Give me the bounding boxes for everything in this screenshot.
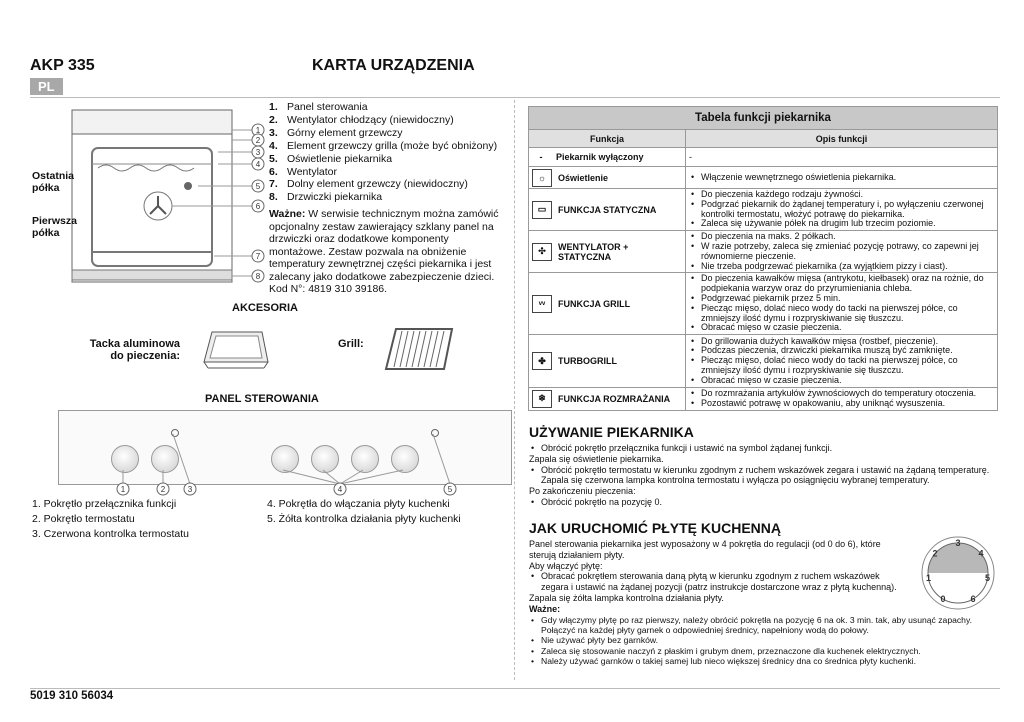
oven-part-number: 7. <box>269 178 278 191</box>
column-divider <box>514 100 515 680</box>
function-description-cell <box>686 273 998 335</box>
using-oven-line: • Obrócić pokrętło na pozycję 0. <box>529 497 999 508</box>
callout-3: 3 <box>187 485 193 494</box>
control-panel-list-left <box>32 497 189 542</box>
baking-tray-image <box>200 328 270 372</box>
function-name: TURBOGRILL <box>558 356 617 367</box>
function-description: • Do grillowania dużych kawałków mięsa (rostbef, pieczenie). <box>689 337 994 347</box>
note-text: W serwisie technicznym można zamówić opcjonalny zestaw zawierający szklany panel na drzwiczki oraz dodatkowe komponenty montażowe. Zestaw pozwala na obniżenie temperatury zewnętrznej części piekarnika i jest zalecany jako dodatkowe zabezpieczenie dzieci. Kod N°: 4819 310 39186. <box>269 208 499 295</box>
function-name: FUNKCJA GRILL <box>558 298 631 309</box>
language-badge: PL <box>30 78 63 95</box>
function-description: • Włączenie wewnętrznego oświetlenia piekarnika. <box>689 173 994 183</box>
function-description: • Podgrzewać piekarnik przez 5 min. <box>689 294 994 304</box>
oven-part-label: Dolny element grzewczy (niewidoczny) <box>287 178 468 191</box>
hob-light-note: Zapala się żółta lampka kontrolna działania płyty. <box>529 592 724 603</box>
using-oven-line: • Obrócić pokrętło przełącznika funkcji i ustawić na symbol żądanej funkcji. <box>529 443 999 454</box>
function-description: • Piecząc mięso, dolać nieco wody do tacki na pierwszej półce, co zmniejszy ilość dymu i rozpryskiwanie się tłuszczu. <box>689 356 994 376</box>
dial-number: 2 <box>932 548 938 559</box>
oven-part-label: Wentylator chłodzący (niewidoczny) <box>287 113 454 126</box>
function-row <box>529 167 998 189</box>
hob-instruction: • Obracać pokrętłem sterowania daną płytą w kierunku zgodnym z ruchem wskazówek zegara i ustawić na żądanej pozycji (patrz instrukcje dostarczone wraz z płytą kuchenną). <box>529 571 901 593</box>
grill-rack-image <box>382 325 457 375</box>
function-name-cell <box>529 148 686 167</box>
function-description-cell <box>686 231 998 273</box>
oven-parts-list <box>269 101 509 204</box>
oven-part-number: 8. <box>269 191 278 204</box>
model-number: AKP 335 <box>30 57 95 74</box>
control-panel-list-right <box>267 497 461 527</box>
svg-text:2: 2 <box>255 136 261 145</box>
function-icon: ✣ <box>532 243 552 261</box>
panel-item-1: 1. Pokrętło przełącznika funkcji <box>32 498 177 510</box>
function-row <box>529 148 998 167</box>
dial-number: 5 <box>984 573 991 584</box>
function-name-cell <box>529 167 686 189</box>
hob-enable-label: Aby włączyć płytę: <box>529 560 603 571</box>
oven-part-item <box>269 191 509 204</box>
svg-text:4: 4 <box>255 160 261 169</box>
function-icon: ✤ <box>532 352 552 370</box>
function-description: • Do rozmrażania artykułów żywnościowych do temperatury otoczenia. <box>689 389 994 399</box>
hob-bullet: • Należy używać garnków o takiej samej lub nieco większej średnicy dna co średnica płyty kuchenki. <box>529 656 999 666</box>
function-icon: ❄ <box>532 390 552 408</box>
hob-intro: Panel sterowania piekarnika jest wyposażony w 4 pokrętła do regulacji (od 0 do 6), które sterują działaniem płyty. <box>529 539 881 560</box>
table-caption: Tabela funkcji piekarnika <box>529 107 998 130</box>
function-description-cell <box>686 167 998 189</box>
function-description: • Podczas pieczenia, drzwiczki piekarnika muszą być zamknięte. <box>689 346 994 356</box>
grill-label: Grill: <box>338 338 364 350</box>
callout-1: 1 <box>120 485 126 494</box>
oven-part-label: Drzwiczki piekarnika <box>287 191 383 204</box>
panel-item-2: 2. Pokrętło termostatu <box>32 513 135 525</box>
note-label: Ważne: <box>269 208 306 220</box>
function-description: • Do pieczenia każdego rodzaju żywności. <box>689 190 994 200</box>
panel-item-3: 3. Czerwona kontrolka termostatu <box>32 528 189 540</box>
hob-warning-label: Ważne: <box>529 603 561 614</box>
function-description: • W razie potrzeby, zaleca się zmieniać pozycję potrawy, co zapewni jej równomierne pieczenie. <box>689 242 994 262</box>
function-icon: ᵛᵛ <box>532 295 552 313</box>
first-shelf-label: Pierwsza półka <box>32 215 77 239</box>
function-row <box>529 273 998 335</box>
function-description: • Pozostawić potrawę w opakowaniu, aby uniknąć wysuszenia. <box>689 399 994 409</box>
oven-part-label: Element grzewczy grilla (może być obniżony) <box>287 139 498 152</box>
callout-5: 5 <box>447 485 453 494</box>
using-oven-line: Po zakończeniu pieczenia: <box>529 486 636 497</box>
function-description-cell <box>686 189 998 231</box>
function-name-cell <box>529 335 686 388</box>
oven-diagram <box>68 106 268 286</box>
panel-item-4: 4. Pokrętła do włączania płyty kuchenki <box>267 498 450 510</box>
svg-text:5: 5 <box>255 182 261 191</box>
oven-part-item <box>269 114 509 127</box>
function-description: • Nie trzeba podgrzewać piekarnika (za wyjątkiem pizzy i ciast). <box>689 262 994 272</box>
control-panel-callouts <box>58 410 510 496</box>
hob-heading: JAK URUCHOMIĆ PŁYTĘ KUCHENNĄ <box>529 520 782 536</box>
oven-part-number: 2. <box>269 113 278 126</box>
function-row <box>529 231 998 273</box>
oven-function-table <box>528 106 998 411</box>
function-description: • Zaleca się używanie półek na drugim lub trzecim poziomie. <box>689 219 994 229</box>
hob-bullet: • Nie używać płyty bez garnków. <box>529 635 999 645</box>
using-oven-line: Zapala się oświetlenie piekarnika. <box>529 453 664 464</box>
function-description-cell <box>686 148 998 167</box>
document-code: 5019 310 56034 <box>30 690 114 702</box>
svg-text:1: 1 <box>255 126 261 135</box>
oven-part-label: Oświetlenie piekarnika <box>287 152 393 165</box>
function-description: - <box>689 152 692 162</box>
using-oven-heading: UŻYWANIE PIEKARNIKA <box>529 424 694 440</box>
dial-number: 3 <box>955 538 961 548</box>
function-name-cell <box>529 388 686 411</box>
hob-dial-diagram <box>918 533 998 613</box>
oven-part-item <box>269 140 509 153</box>
function-icon: - <box>539 152 543 162</box>
function-description: • Piecząc mięso, dolać nieco wody do tacki na pierwszej półce, co zmniejszy ilość dymu i rozpryskiwanie się tłuszczu. <box>689 304 994 324</box>
function-name: FUNKCJA ROZMRAŻANIA <box>558 393 671 404</box>
function-description: • Do pieczenia kawałków mięsa (antrykotu, kiełbasek) oraz na rożnie, do podpiekania warzyw oraz do przyrumieniania chleba. <box>689 274 994 294</box>
function-icon: ☼ <box>532 169 552 187</box>
using-oven-section <box>529 424 999 508</box>
accessories-heading: AKCESORIA <box>232 302 299 314</box>
function-name: FUNKCJA STATYCZNA <box>558 204 657 215</box>
oven-part-number: 4. <box>269 139 278 152</box>
dial-number: 1 <box>925 573 932 584</box>
function-name-cell <box>529 273 686 335</box>
function-name-cell <box>529 189 686 231</box>
panel-item-5: 5. Żółta kontrolka działania płyty kuchenki <box>267 513 461 525</box>
function-description-cell <box>686 335 998 388</box>
using-oven-line: • Obrócić pokrętło termostatu w kierunku zgodnym z ruchem wskazówek zegara i ustawić na żądaną temperaturę. Zapala się czerwona lampka kontrolna termostatu i wyłącza po osiągnięciu wybranej temperatury. <box>529 465 999 487</box>
function-description-cell <box>686 388 998 411</box>
function-description: • Do pieczenia na maks. 2 półkach. <box>689 232 994 242</box>
oven-part-item <box>269 127 509 140</box>
oven-part-number: 1. <box>269 101 278 113</box>
oven-part-item <box>269 166 509 179</box>
last-shelf-label: Ostatnia półka <box>32 170 75 194</box>
function-row <box>529 335 998 388</box>
dial-number: 0 <box>940 594 946 604</box>
control-panel-heading: PANEL STEROWANIA <box>205 393 319 405</box>
table-header-function: Funkcja <box>529 130 686 148</box>
hob-bullet: • Gdy włączymy płytę po raz pierwszy, należy obrócić pokrętła na pozycję 6 na ok. 3 min. tak, aby usunąć zapachy. Połączyć na każdej płyty garnek o odpowiedniej średnicy, napełniony wodą do połowy. <box>529 615 999 636</box>
svg-text:7: 7 <box>255 252 261 261</box>
oven-part-label: Wentylator <box>287 165 337 178</box>
hob-bullet: • Zaleca się stosowanie naczyń z płaskim i grubym dnem, przeznaczone dla kuchenek elektrycznych. <box>529 646 999 656</box>
function-name: WENTYLATOR + STATYCZNA <box>558 241 629 262</box>
tray-label: Tacka aluminowa do pieczenia: <box>89 338 180 362</box>
function-name: Oświetlenie <box>558 172 609 183</box>
oven-part-item <box>269 178 509 191</box>
function-description: • Podgrzać piekarnik do żądanej temperatury i, po wyłączeniu czerwonej kontrolki termostatu, włożyć potrawę do piekarnika. <box>689 200 994 220</box>
table-header-description: Opis funkcji <box>686 130 998 148</box>
function-name-cell <box>529 231 686 273</box>
svg-text:3: 3 <box>255 148 261 157</box>
oven-part-number: 5. <box>269 152 278 165</box>
oven-part-item <box>269 153 509 166</box>
footer-divider <box>30 688 1000 689</box>
callout-4: 4 <box>337 485 343 494</box>
header-divider <box>30 97 1000 98</box>
function-name: Piekarnik wyłączony <box>556 152 644 162</box>
important-note <box>269 208 505 296</box>
oven-part-number: 6. <box>269 165 278 178</box>
page-title: KARTA URZĄDZENIA <box>312 57 475 74</box>
svg-text:6: 6 <box>255 202 261 211</box>
callout-2: 2 <box>160 485 166 494</box>
function-description: • Obracać mięso w czasie pieczenia. <box>689 323 994 333</box>
function-row <box>529 189 998 231</box>
function-description: • Obracać mięso w czasie pieczenia. <box>689 376 994 386</box>
oven-part-item <box>269 101 509 114</box>
oven-part-label: Górny element grzewczy <box>287 126 403 139</box>
oven-part-label: Panel sterowania <box>287 101 368 113</box>
function-row <box>529 388 998 411</box>
function-icon: ▭ <box>532 201 552 219</box>
dial-number: 6 <box>970 594 976 604</box>
dial-number: 4 <box>978 548 984 559</box>
oven-part-number: 3. <box>269 126 278 139</box>
svg-text:8: 8 <box>255 272 261 281</box>
